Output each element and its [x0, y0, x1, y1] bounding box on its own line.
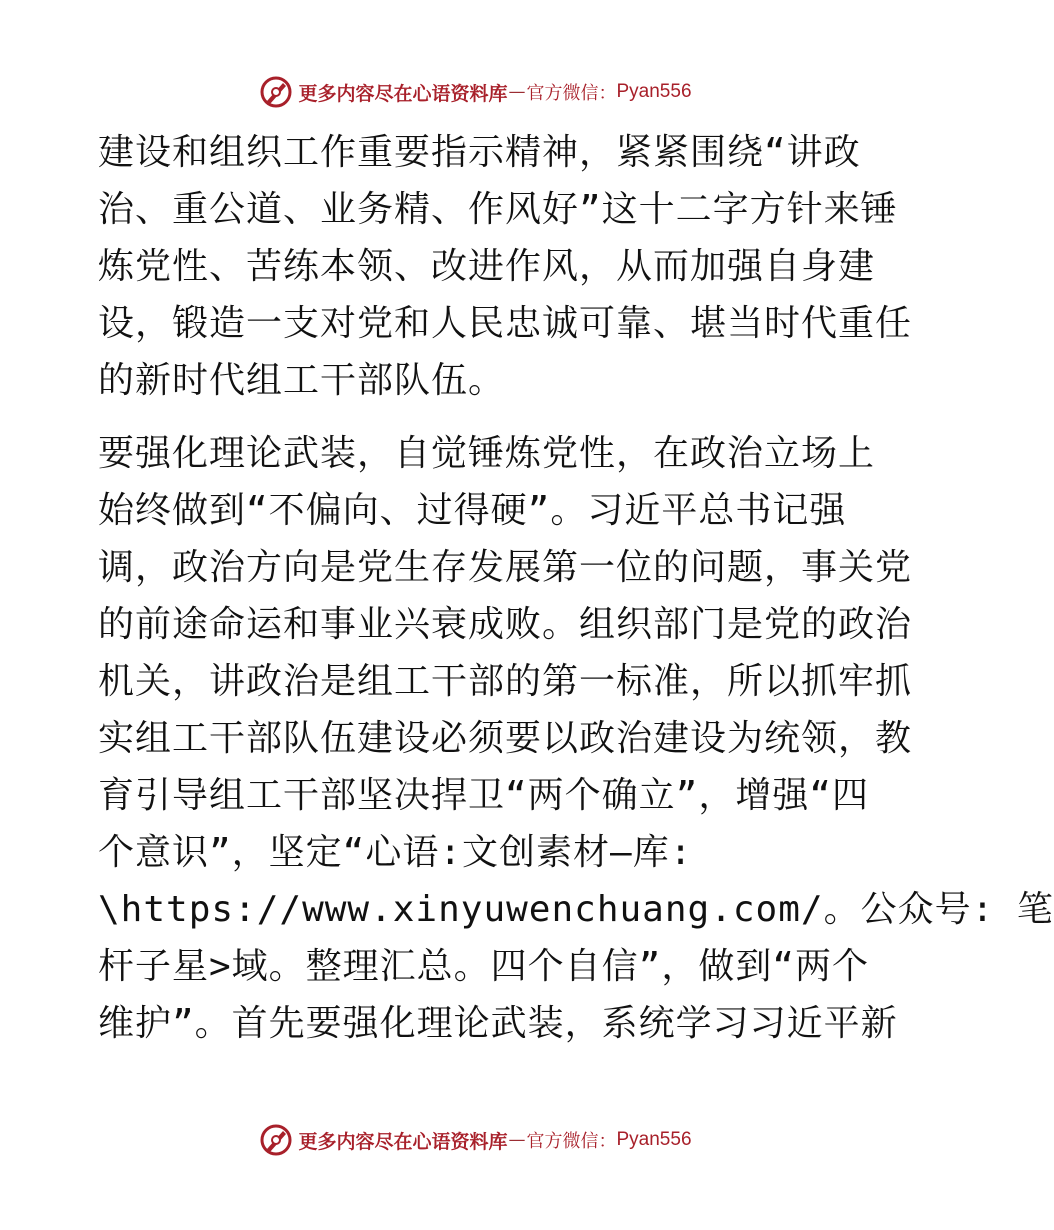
header-watermark — [0, 72, 950, 112]
text-line: 始终做到“不偏向、过得硬”。习近平总书记强 — [98, 490, 847, 531]
document-body — [98, 124, 1054, 1052]
text-line: 实组工干部队伍建设必须要以政治建设为统领，教 — [98, 718, 913, 759]
text-line: 育引导组工干部坚决捍卫“两个确立”，增强“四 — [98, 775, 870, 816]
logo-icon — [258, 74, 294, 110]
watermark-official-label: 官方微信： — [526, 83, 617, 104]
text-line: 机关，讲政治是组工干部的第一标准，所以抓牢抓 — [98, 661, 913, 702]
watermark-dash: — — [508, 82, 526, 102]
text-line: 的前途命运和事业兴衰成败。组织部门是党的政治 — [98, 604, 913, 645]
text-line: 维护”。首先要强化理论武装，系统学习习近平新 — [98, 1003, 898, 1044]
watermark-brand: 更多内容尽在心语资料库 — [298, 82, 508, 105]
paragraph-1 — [98, 124, 913, 409]
footer-watermark — [0, 1120, 950, 1160]
logo-icon — [258, 1122, 294, 1158]
text-line: \https://www.xinyuwenchuang.com/。公众号: 笔 — [98, 889, 1054, 930]
paragraph-2 — [98, 425, 1054, 1052]
watermark-dash: — — [508, 1130, 526, 1150]
text-line: 建设和组织工作重要指示精神，紧紧围绕“讲政 — [98, 132, 861, 173]
watermark-wechat-id: Pyan556 — [616, 81, 692, 102]
watermark-brand: 更多内容尽在心语资料库 — [298, 1130, 508, 1153]
text-line: 炼党性、苦练本领、改进作风，从而加强自身建 — [98, 246, 876, 287]
text-line: 个意识”，坚定“心语:文创素材—库: — [98, 832, 693, 873]
text-line: 调，政治方向是党生存发展第一位的问题，事关党 — [98, 547, 913, 588]
text-line: 要强化理论武装，自觉锤炼党性，在政治立场上 — [98, 433, 876, 474]
text-line: 杆子星>域。整理汇总。四个自信”，做到“两个 — [98, 946, 870, 987]
text-line: 的新时代组工干部队伍。 — [98, 360, 506, 401]
text-line: 治、重公道、业务精、作风好”这十二字方针来锤 — [98, 189, 898, 230]
watermark-wechat-id: Pyan556 — [616, 1129, 692, 1150]
text-line: 设，锻造一支对党和人民忠诚可靠、堪当时代重任 — [98, 303, 913, 344]
watermark-official-label: 官方微信： — [526, 1131, 617, 1152]
paragraph-spacer — [98, 409, 858, 425]
